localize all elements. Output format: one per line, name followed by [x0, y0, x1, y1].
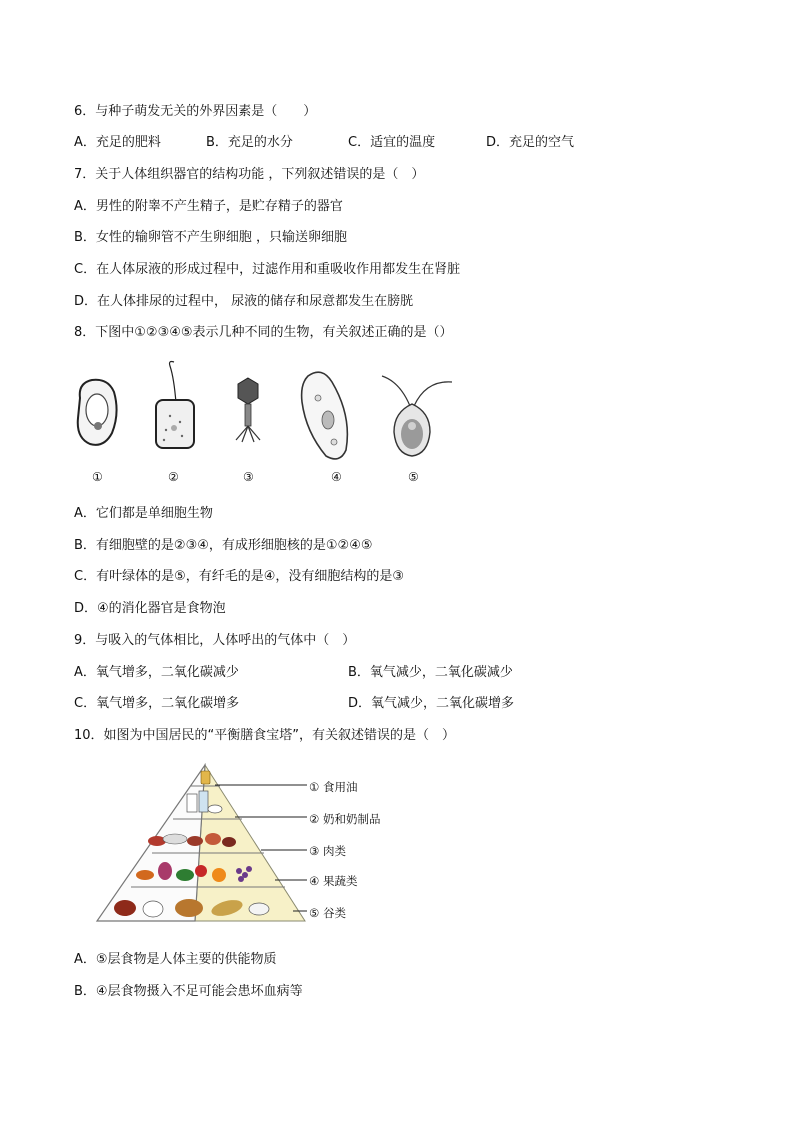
- q8-option-d: D．④的消化器官是食物泡: [74, 601, 226, 616]
- q10-option-b: B．④层食物摄入不足可能会患坏血病等: [74, 984, 303, 999]
- organism-label-5: ⑤: [408, 470, 419, 484]
- organism-label-1: ①: [92, 470, 103, 484]
- q8-option-b: B．有细胞壁的是②③④，有成形细胞核的是①②④⑤: [74, 538, 373, 553]
- organism-2-image: [156, 362, 194, 449]
- q6-option-b: B．充足的水分: [206, 135, 293, 150]
- pyramid-label-dairy: ② 奶和奶制品: [309, 812, 381, 826]
- organism-1-image: [78, 380, 117, 445]
- pyramid-label-oil: ① 食用油: [309, 780, 358, 794]
- organism-3-image: [236, 378, 260, 442]
- q7-stem: 7．关于人体组织器官的结构功能 ，下列叙述错误的是（ ）: [74, 167, 425, 182]
- q10-stem: 10．如图为中国居民的“平衡膳食宝塔”，有关叙述错误的是（ ）: [74, 728, 456, 743]
- q6-option-a: A．充足的肥料: [74, 135, 161, 150]
- q8-option-a: A．它们都是单细胞生物: [74, 506, 213, 521]
- pyramid-label-grains: ⑤ 谷类: [309, 906, 346, 920]
- q8-option-c: C．有叶绿体的是⑤，有纤毛的是④，没有细胞结构的是③: [74, 569, 405, 584]
- q6-option-d: D．充足的空气: [486, 135, 575, 150]
- q9-option-a: A．氧气增多，二氧化碳减少: [74, 665, 239, 680]
- q7-option-a: A．男性的附睾不产生精子，是贮存精子的器官: [74, 199, 343, 214]
- q7-option-b: B．女性的输卵管不产生卵细胞 ，只输送卵细胞: [74, 230, 348, 245]
- q8-stem: 8．下图中①②③④⑤表示几种不同的生物，有关叙述正确的是（）: [74, 325, 453, 340]
- organisms-figure: [70, 358, 470, 468]
- q9-option-c: C．氧气增多，二氧化碳增多: [74, 696, 240, 711]
- food-pyramid-figure: [95, 763, 315, 928]
- organism-label-3: ③: [243, 470, 254, 484]
- q9-option-d: D．氧气减少，二氧化碳增多: [348, 696, 515, 711]
- organism-5-image: [382, 376, 452, 456]
- q9-stem: 9．与吸入的气体相比，人体呼出的气体中（ ）: [74, 633, 356, 648]
- pyramid-label-fruit-vegetable: ④ 果蔬类: [309, 874, 358, 888]
- q9-option-b: B．氧气减少，二氧化碳减少: [348, 665, 513, 680]
- q6-option-c: C．适宜的温度: [348, 135, 436, 150]
- oil-bottle-icon: [201, 771, 210, 784]
- organism-label-2: ②: [168, 470, 179, 484]
- pyramid-label-meat: ③ 肉类: [309, 844, 346, 858]
- q6-stem: 6．与种子萌发无关的外界因素是（ ）: [74, 104, 317, 119]
- organism-4-image: [302, 372, 348, 459]
- q7-option-d: D．在人体排尿的过程中， 尿液的储存和尿意都发生在膀胱: [74, 294, 414, 309]
- q10-option-a: A．⑤层食物是人体主要的供能物质: [74, 952, 277, 967]
- organism-label-4: ④: [331, 470, 342, 484]
- q7-option-c: C．在人体尿液的形成过程中，过滤作用和重吸收作用都发生在肾脏: [74, 262, 461, 277]
